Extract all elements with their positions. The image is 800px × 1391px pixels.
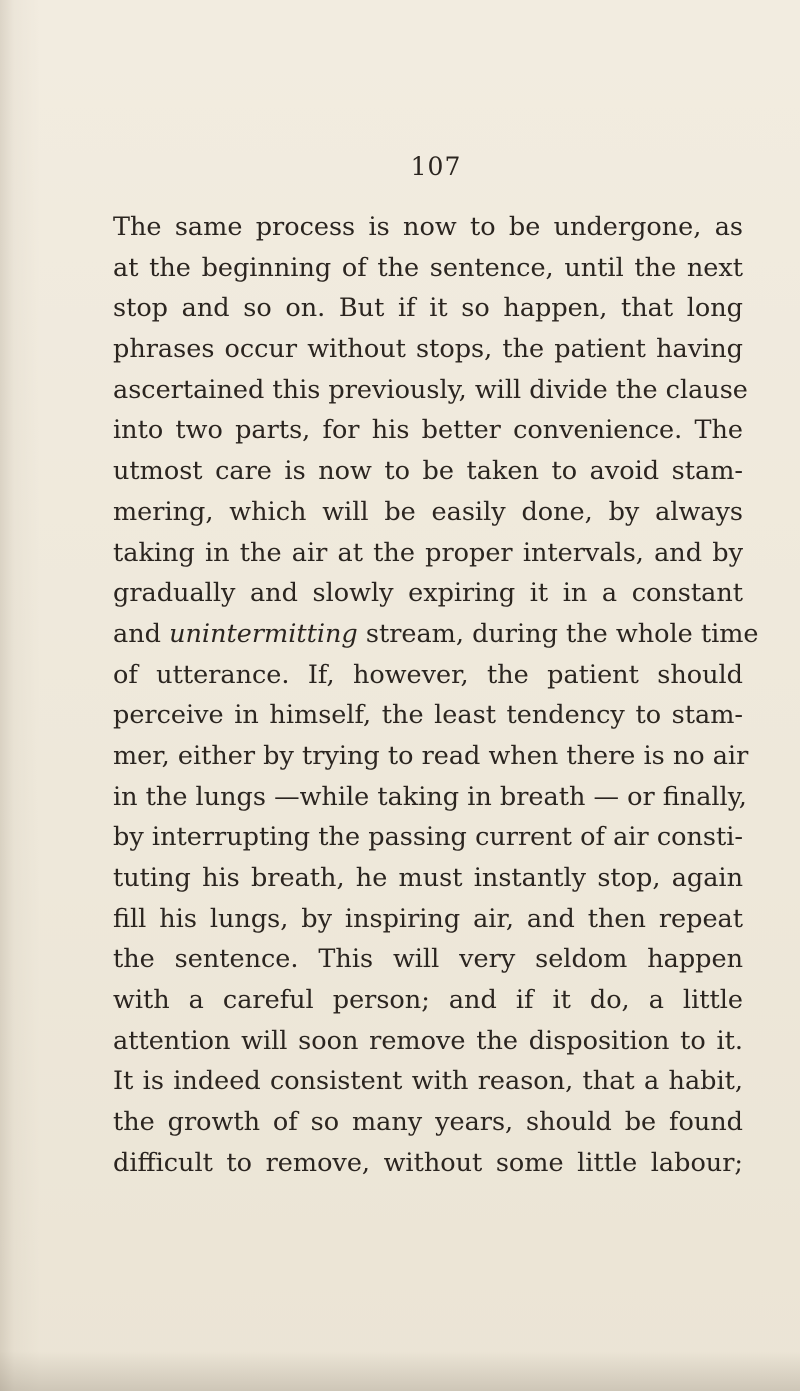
text-line: gradually and slowly expiring it in a constant	[113, 578, 743, 609]
text-line: the sentence. This will very seldom happen	[113, 944, 743, 975]
text-line: into two parts, for his better convenience. The	[113, 415, 743, 446]
text-line: difficult to remove, without some little labour;	[113, 1147, 743, 1178]
text-line: by interrupting the passing current of air consti-	[113, 822, 743, 853]
text-line: mering, which will be easily done, by always	[113, 496, 743, 527]
text-line-with-italic	[113, 614, 759, 655]
italic-word: unintermitting	[169, 618, 358, 649]
body-text	[113, 207, 759, 1184]
text-line: the growth of so many years, should be found	[113, 1107, 743, 1138]
text-line: attention will soon remove the disposition to it.	[113, 1025, 743, 1056]
text-line: of utterance. If, however, the patient should	[113, 659, 743, 690]
text-line: stop and so on. But if it so happen, that long	[113, 293, 743, 324]
text-line: utmost care is now to be taken to avoid stam-	[113, 456, 743, 487]
text-line: in the lungs —while taking in breath — or finally,	[113, 781, 747, 812]
page-edge-shadow	[0, 1351, 800, 1391]
text-line: phrases occur without stops, the patient having	[113, 334, 743, 365]
text-fragment: stream, during the whole time	[357, 618, 759, 649]
text-line: It is indeed consistent with reason, that a habit,	[113, 1066, 743, 1097]
text-line: mer, either by trying to read when there is no air	[113, 740, 749, 771]
text-line: ascertained this previously, will divide the clause	[113, 374, 748, 405]
text-line: The same process is now to be undergone, as	[113, 212, 743, 242]
text-line: at the beginning of the sentence, until the next	[113, 252, 743, 283]
text-line: tuting his breath, he must instantly stop, again	[113, 863, 743, 893]
text-fragment: and	[113, 618, 170, 649]
text-line: taking in the air at the proper intervals, and by	[113, 537, 743, 568]
text-line: perceive in himself, the least tendency to stam-	[113, 700, 743, 731]
text-line: fill his lungs, by inspiring air, and then repeat	[113, 903, 743, 934]
text-line: with a careful person; and if it do, a little	[113, 985, 743, 1016]
page-number: 107	[410, 152, 462, 181]
